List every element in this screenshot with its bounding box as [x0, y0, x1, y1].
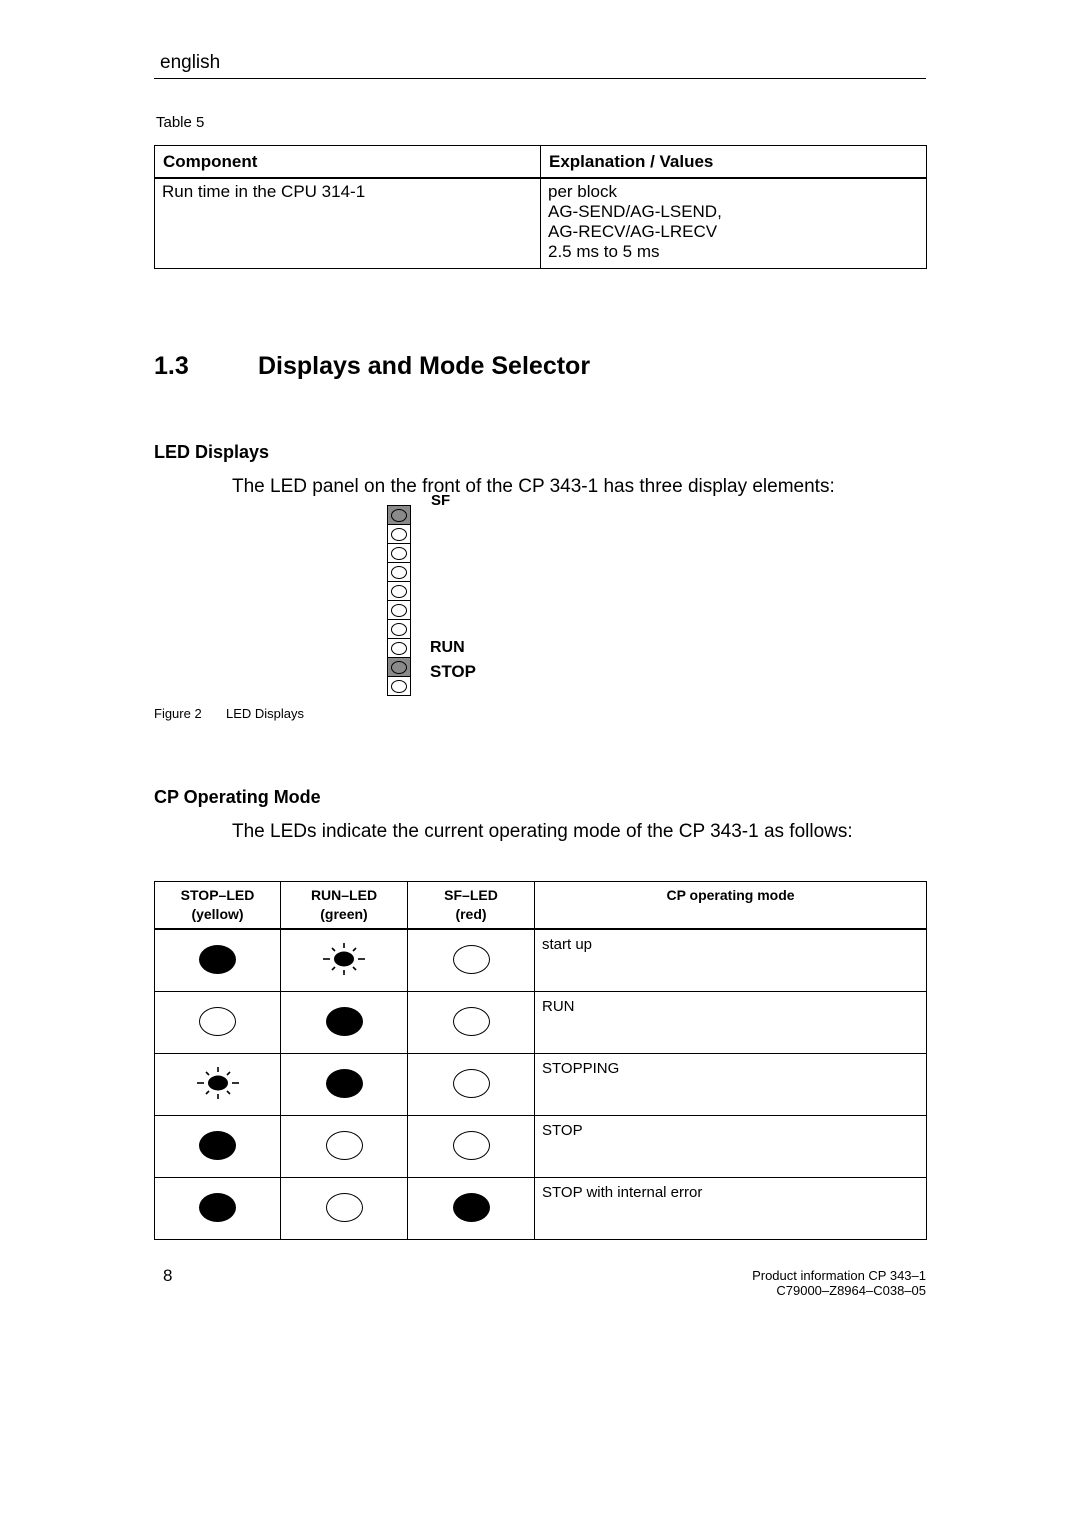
column-header-stop-led: STOP–LED (yellow)	[155, 882, 281, 930]
sf-led-off-icon	[453, 1007, 490, 1036]
run-label: RUN	[430, 639, 465, 656]
footer-product: Product information CP 343–1	[752, 1268, 926, 1283]
run-led-on-icon	[326, 1069, 363, 1098]
run-led-cell	[281, 1178, 408, 1240]
run-led-cell	[281, 992, 408, 1054]
sf-label: SF	[431, 492, 451, 509]
sf-led-on-icon	[453, 1193, 490, 1222]
led-displays-text: The LED panel on the front of the CP 343-1 has three display elements:	[232, 476, 835, 497]
table-row	[155, 992, 927, 1054]
stop-led-on-icon	[199, 945, 236, 974]
section-title: Displays and Mode Selector	[258, 352, 591, 380]
operating-mode-cell: STOP with internal error	[535, 1178, 927, 1240]
figure-number: Figure 2	[154, 706, 202, 721]
header-rule	[154, 78, 926, 79]
figure-title: LED Displays	[226, 706, 305, 721]
run-led-cell	[281, 1116, 408, 1178]
stop-led-cell	[155, 992, 281, 1054]
led-indicator	[388, 563, 410, 582]
column-header-run-led: RUN–LED (green)	[281, 882, 408, 930]
component-cell: Run time in the CPU 314-1	[155, 178, 541, 269]
led-indicator	[388, 544, 410, 563]
sf-led-cell	[408, 1116, 535, 1178]
value-line: AG-SEND/AG-LSEND,	[548, 202, 722, 221]
stop-led-cell	[155, 1116, 281, 1178]
led-indicator	[388, 601, 410, 620]
stop-led-on-icon	[199, 1131, 236, 1160]
language-label: english	[160, 52, 221, 73]
led-indicator	[388, 677, 410, 696]
stop-led-flashing-icon	[195, 1066, 241, 1100]
operating-mode-cell: RUN	[535, 992, 927, 1054]
page-number: 8	[163, 1266, 173, 1285]
sf-led-cell	[408, 992, 535, 1054]
value-line: AG-RECV/AG-LRECV	[548, 222, 718, 241]
sf-led-off-icon	[453, 945, 490, 974]
sf-led-indicator	[388, 506, 410, 525]
table-row	[155, 1178, 927, 1240]
stop-led-cell	[155, 1054, 281, 1116]
led-panel	[387, 505, 411, 696]
table-caption: Table 5	[156, 114, 205, 131]
stop-led-cell	[155, 1178, 281, 1240]
stop-led-on-icon	[199, 1193, 236, 1222]
cp-mode-heading: CP Operating Mode	[154, 787, 321, 807]
run-led-flashing-icon	[321, 942, 367, 976]
table-row	[155, 178, 927, 269]
run-led-off-icon	[326, 1131, 363, 1160]
run-led-cell	[281, 1054, 408, 1116]
run-led-off-icon	[326, 1193, 363, 1222]
sf-led-cell	[408, 929, 535, 992]
column-header-component: Component	[155, 146, 541, 179]
stop-led-indicator	[388, 658, 410, 677]
sf-led-cell	[408, 1054, 535, 1116]
stop-label: STOP	[430, 662, 476, 681]
values-cell	[541, 178, 927, 269]
column-header-mode: CP operating mode	[535, 882, 927, 930]
table-row	[155, 929, 927, 992]
table-row	[155, 1054, 927, 1116]
runtime-table	[154, 145, 927, 269]
stop-led-off-icon	[199, 1007, 236, 1036]
value-line: 2.5 ms to 5 ms	[548, 242, 660, 261]
operating-mode-table	[154, 881, 927, 1240]
run-led-cell	[281, 929, 408, 992]
operating-mode-cell: STOP	[535, 1116, 927, 1178]
led-indicator	[388, 620, 410, 639]
stop-led-cell	[155, 929, 281, 992]
section-number: 1.3	[154, 352, 189, 380]
run-led-on-icon	[326, 1007, 363, 1036]
cp-mode-text: The LEDs indicate the current operating mode of the CP 343-1 as follows:	[232, 821, 853, 842]
sf-led-cell	[408, 1178, 535, 1240]
led-displays-heading: LED Displays	[154, 442, 270, 462]
figure-caption	[154, 706, 304, 721]
value-line: per block	[548, 182, 617, 201]
sf-led-off-icon	[453, 1069, 490, 1098]
led-indicator	[388, 525, 410, 544]
column-header-explanation: Explanation / Values	[541, 146, 927, 179]
operating-mode-cell: start up	[535, 929, 927, 992]
run-led-indicator	[388, 639, 410, 658]
table-row	[155, 1116, 927, 1178]
led-indicator	[388, 582, 410, 601]
operating-mode-cell: STOPPING	[535, 1054, 927, 1116]
footer-order-number: C79000–Z8964–C038–05	[776, 1283, 926, 1298]
sf-led-off-icon	[453, 1131, 490, 1160]
column-header-sf-led: SF–LED (red)	[408, 882, 535, 930]
